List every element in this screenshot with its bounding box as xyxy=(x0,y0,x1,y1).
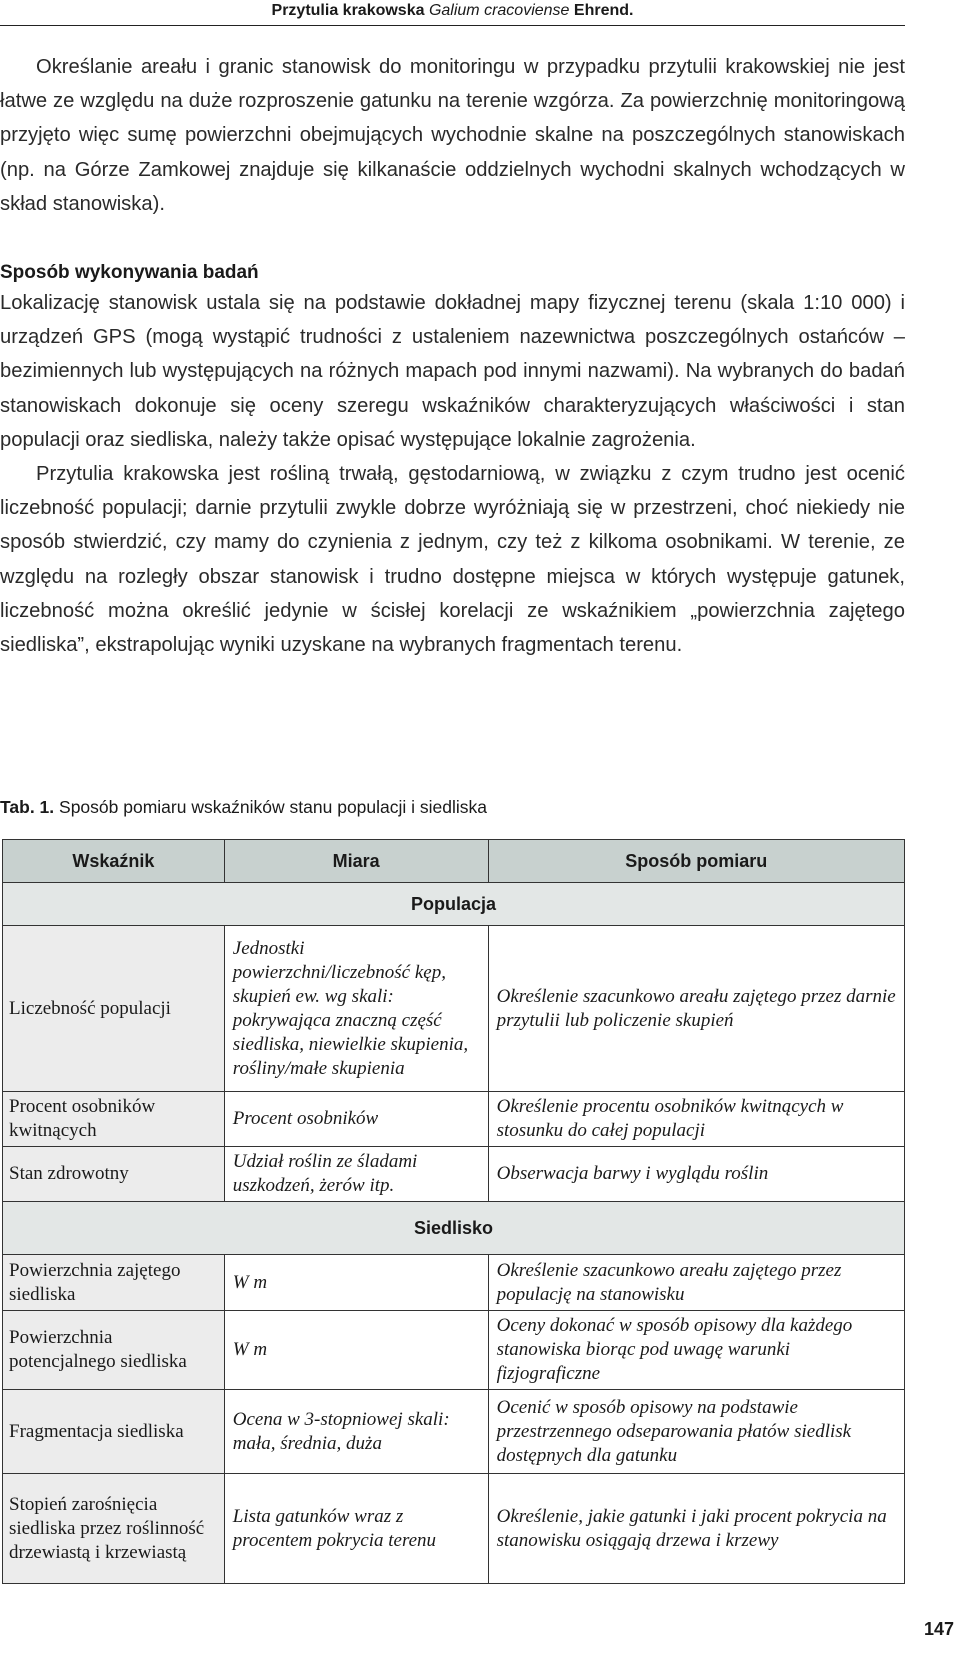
indicator-cell: Liczebność populacji xyxy=(3,926,225,1092)
indicator-table xyxy=(2,839,905,1584)
indicator-cell: Stan zdrowotny xyxy=(3,1147,225,1202)
section-row-populacja xyxy=(3,883,905,926)
table-row xyxy=(3,1474,905,1584)
measure-cell: W m xyxy=(224,1255,488,1311)
intro-block xyxy=(0,50,905,221)
method-paragraph-1: Lokalizację stanowisk ustala się na podstawie dokładnej mapy fizycznej terenu (skala 1:10 000) i urządzeń GPS (mogą wystąpić trudności z ustaleniem nazewnictwa poszczególnych ostańców – bezimiennych lub występujących na różnych mapach pod innymi nazwami). Na wybranych do badań stanowiskach dokonuje się oceny szeregu wskaźników charakteryzujących właściwości i stan populacji oraz siedliska, należy także opisać występujące lokalnie zagrożenia. xyxy=(0,292,905,451)
table-caption xyxy=(0,797,487,818)
header-common-name: Przytulia krakowska xyxy=(271,2,425,19)
header-latin-name: Galium cracoviense xyxy=(428,2,570,19)
method-cell: Obserwacja barwy i wyglądu roślin xyxy=(488,1147,904,1202)
page-number: 147 xyxy=(923,1619,954,1639)
running-header xyxy=(0,2,905,20)
table-row xyxy=(3,1147,905,1202)
indicator-cell: Powierzchnia zajętego siedliska xyxy=(3,1255,225,1311)
table-row xyxy=(3,926,905,1092)
method-block xyxy=(0,286,905,662)
measure-cell: Jednostki powierzchni/liczebność kęp, skupień ew. wg skali: pokrywająca znaczną część siedliska, niewielkie skupienia, rośliny/małe skupienia xyxy=(224,926,488,1092)
header-method: Sposób pomiaru xyxy=(488,840,904,883)
section-label-populacja: Populacja xyxy=(3,883,905,926)
table-caption-label: Tab. 1. xyxy=(0,797,55,817)
table-header-row xyxy=(3,840,905,883)
indicator-cell: Procent osobników kwitnących xyxy=(3,1092,225,1147)
measure-cell: Procent osobników xyxy=(224,1092,488,1147)
intro-paragraph: Określanie areału i granic stanowisk do monitoringu w przypadku przytulii krakowskiej nie jest łatwe ze względu na duże rozproszenie gatunku na terenie wzgórza. Za powierzchnię monitoringową przyjęto więc sumę powierzchni obejmujących wychodnie skalne na poszczególnych stanowiskach (np. na Górze Zamkowej znajduje się kilkanaście oddzielnych wychodni skalnych wchodzących w skład stanowiska). xyxy=(0,56,905,215)
method-cell: Określenie szacunkowo areału zajętego przez populację na stanowisku xyxy=(488,1255,904,1311)
header-author: Ehrend. xyxy=(573,2,634,19)
table-row xyxy=(3,1311,905,1390)
method-cell: Ocenić w sposób opisowy na podstawie przestrzennego odseparowania płatów siedlisk dostępnych dla gatunku xyxy=(488,1390,904,1474)
method-cell: Określenie, jakie gatunki i jaki procent pokrycia na stanowisku osiągają drzewa i krzewy xyxy=(488,1474,904,1584)
measure-cell: Lista gatunków wraz z procentem pokrycia terenu xyxy=(224,1474,488,1584)
measure-cell: Ocena w 3-stopniowej skali: mała, średnia, duża xyxy=(224,1390,488,1474)
table-row xyxy=(3,1255,905,1311)
table-row xyxy=(3,1092,905,1147)
section-label-siedlisko: Siedlisko xyxy=(3,1202,905,1255)
method-cell: Określenie szacunkowo areału zajętego przez darnie przytulii lub policzenie skupień xyxy=(488,926,904,1092)
method-paragraph-2: Przytulia krakowska jest rośliną trwałą, gęstodarniową, w związku z czym trudno jest ocenić liczebność populacji; darnie przytulii zwykle dobrze wyróżniają się w przestrzeni, choć niekiedy nie sposób stwierdzić, czy mamy do czynienia z jednym, czy też z kilkoma osobnikami. W terenie, ze względu na rozległy obszar stanowisk i trudno dostępne miejsca w których występuje gatunek, liczebność można określić jedynie w ścisłej korelacji ze wskaźnikiem „powierzchnia zajętego siedliska”, ekstrapolując wyniki uzyskane na wybranych fragmentach terenu. xyxy=(0,463,905,657)
table-caption-text: Sposób pomiaru wskaźników stanu populacji i siedliska xyxy=(59,797,488,817)
indicator-cell: Powierzchnia potencjalnego siedliska xyxy=(3,1311,225,1390)
header-measure: Miara xyxy=(224,840,488,883)
indicator-cell: Fragmentacja siedliska xyxy=(3,1390,225,1474)
table-row xyxy=(3,1390,905,1474)
measure-cell: W m xyxy=(224,1311,488,1390)
method-cell: Oceny dokonać w sposób opisowy dla każdego stanowiska biorąc pod uwagę warunki fizjograficzne xyxy=(488,1311,904,1390)
header-indicator: Wskaźnik xyxy=(3,840,225,883)
section-heading: Sposób wykonywania badań xyxy=(0,262,259,283)
header-rule xyxy=(0,25,905,26)
method-cell: Określenie procentu osobników kwitnących w stosunku do całej populacji xyxy=(488,1092,904,1147)
section-row-siedlisko xyxy=(3,1202,905,1255)
measure-cell: Udział roślin ze śladami uszkodzeń, żerów itp. xyxy=(224,1147,488,1202)
indicator-cell: Stopień zarośnięcia siedliska przez roślinność drzewiastą i krzewiastą xyxy=(3,1474,225,1584)
